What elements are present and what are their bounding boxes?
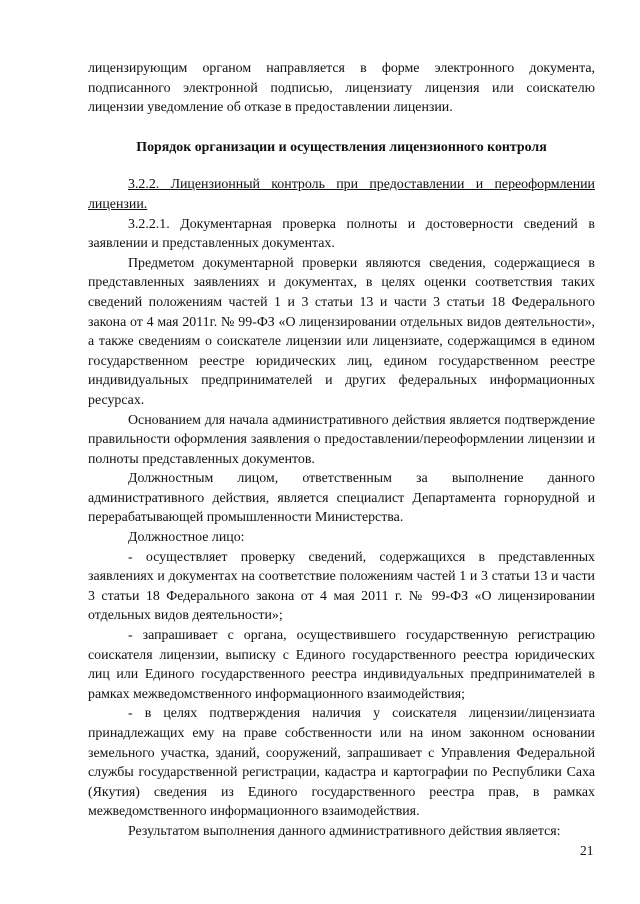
- list-item-request-rights: - в целях подтверждения наличия у соискателя лицензии/лицензиата принадлежащих ему на праве собственности или на ином законном основании земельного участка, зданий, сооружений, запрашивает с Управления Федеральной службы государственной регистрации, кадастра и картографии по Республики Саха (Якутия) сведения из Единого государственного реестра прав, в рамках межведомственного информационного взаимодействия.: [88, 706, 595, 820]
- section-heading: Порядок организации и осуществления лицензионного контроля: [136, 139, 547, 155]
- paragraph-subject: Предметом документарной проверки являются сведения, содержащиеся в представленных заявлениях и документах, в целях оценки соответствия таких сведений положениям частей 1 и 3 статьи 13 и части 3 статьи 18 Федерального закона от 4 мая 2011г. № 99-ФЗ «О лицензировании отдельных видов деятельности», а также сведениям о соискателе лицензии или лицензиате, содержащимся в едином государственном реестре юридических лиц, едином государственном реестре индивидуальных предпринимателей и других федеральных информационных ресурсах.: [88, 255, 595, 408]
- paragraph-result: Результатом выполнения данного административного действия является:: [128, 823, 561, 839]
- paragraph-official: Должностное лицо:: [128, 530, 245, 546]
- paragraph-item-3-2-2-1: 3.2.2.1. Документарная проверка полноты и достоверности сведений в заявлении и представленных документах.: [88, 216, 595, 252]
- paragraph-responsible: Должностным лицом, ответственным за выполнение данного административного действия, является специалист Департамента горнорудной и перерабатывающей промышленности Министерства.: [88, 471, 595, 526]
- paragraph-basis: Основанием для начала административного действия является подтверждение правильности оформления заявления о предоставлении/переоформлении лицензии и полноты представленных документов.: [88, 412, 595, 467]
- paragraph-continuation: лицензирующим органом направляется в форме электронного документа, подписанного электронной подписью, лицензиату лицензия или соискателю лицензии уведомление об отказе в предоставлении лицензии.: [88, 61, 595, 116]
- page-number: 21: [580, 843, 594, 858]
- list-item-request-extract: - запрашивает с органа, осуществившего государственную регистрацию соискателя лицензии, выписку с Единого государственного реестра юридических лиц или Единого государственного реестра индивидуальных предпринимателей в рамках межведомственного информационного взаимодействия;: [88, 628, 595, 702]
- subsection-title: 3.2.2. Лицензионный контроль при предоставлении и переоформлении лицензии.: [88, 177, 595, 212]
- list-item-verify: - осуществляет проверку сведений, содержащихся в представленных заявлениях и документах на соответствие положениям частей 1 и 3 статьи 13 и части 3 статьи 18 Федерального закона от 4 мая 2011 г. № 99-ФЗ «О лицензировании отдельных видов деятельности»;: [88, 549, 595, 624]
